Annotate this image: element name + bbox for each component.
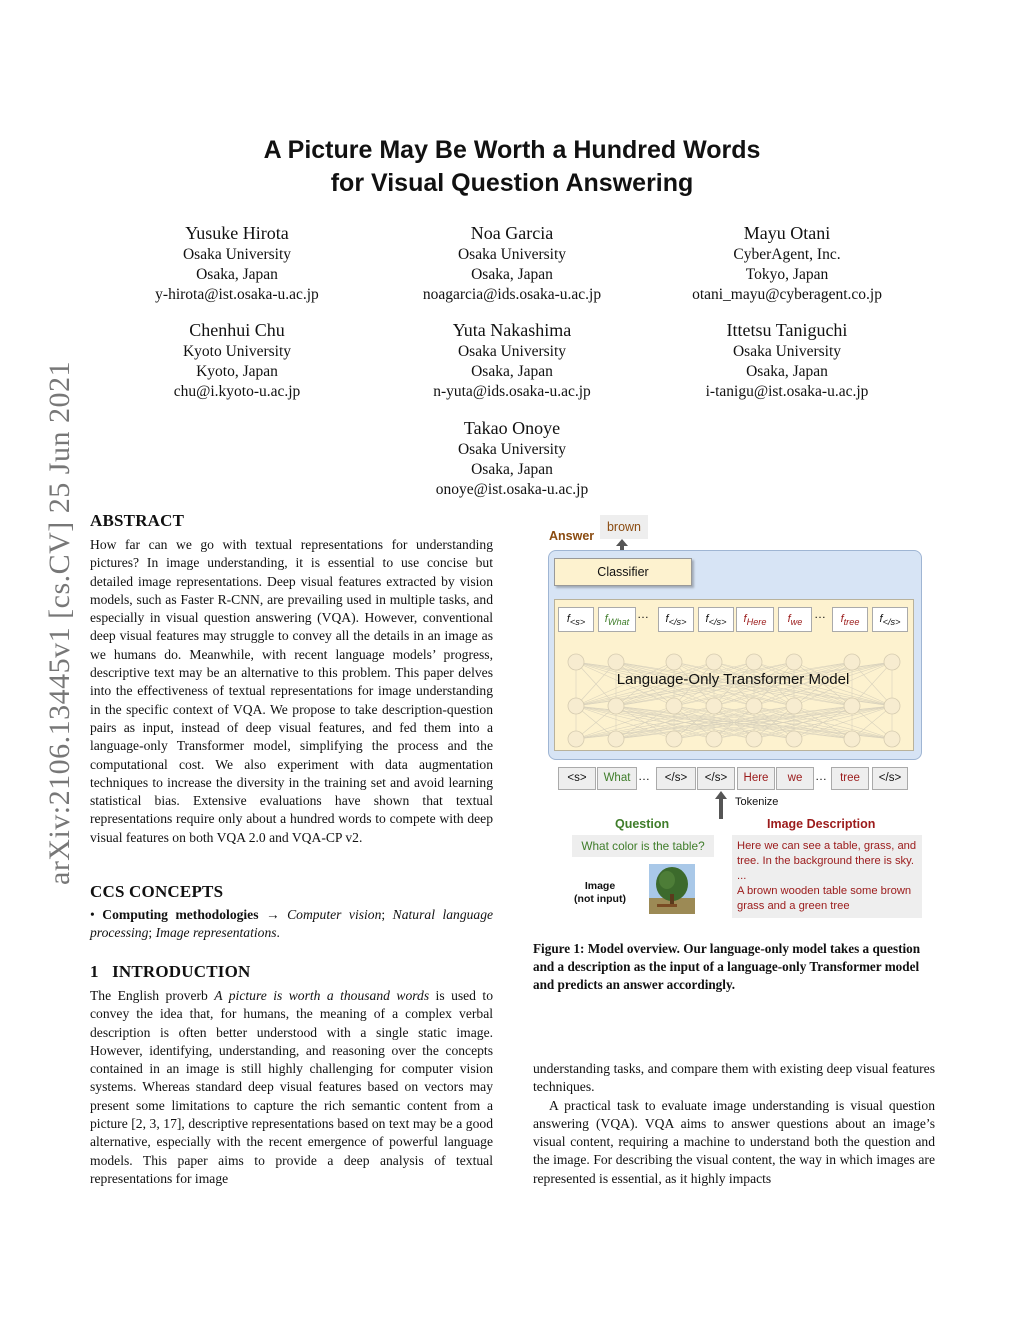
intro-text: is used to convey the idea that, for humans, the meaning of a complex verbal description is often better understood with a single static image. However, identifying, understanding, and reasoning over the concepts contained in an image is still highly challenging for computer vision systems. Whereas standard deep visual features based on vectors may present some limitations to capture the rich semantic content from a picture [2, 3, 17], descriptive representations based on text may be a good alternative, especially with the recent emergence of powerful language models. This paper aims to provide a deep analysis of textual representations for image bbox=[90, 988, 493, 1186]
author-block bbox=[647, 221, 927, 305]
ellipsis: … bbox=[815, 769, 827, 783]
author-affiliation: Osaka University bbox=[457, 441, 567, 458]
transformer-label: Language-Only Transformer Model bbox=[616, 671, 850, 688]
tree-image bbox=[649, 864, 695, 914]
token-box: we bbox=[776, 767, 814, 790]
ccs-heading: CCS CONCEPTS bbox=[90, 882, 224, 901]
description-line: A brown wooden table some brown grass and a green tree bbox=[737, 885, 912, 912]
description-line: Here we can see a table, grass, and tree. In the background there is sky. ... bbox=[737, 840, 917, 882]
description-text bbox=[732, 835, 922, 918]
tokenize-label: Tokenize bbox=[735, 796, 779, 808]
author-location: Osaka, Japan bbox=[471, 266, 553, 283]
author-email: noagarcia@ids.osaka-u.ac.jp bbox=[422, 286, 602, 303]
author-email: n-yuta@ids.osaka-u.ac.jp bbox=[433, 383, 591, 400]
ccs-concept: Computer vision bbox=[287, 907, 382, 922]
author-block bbox=[647, 318, 927, 402]
intro-text: The English proverb bbox=[90, 988, 215, 1003]
token-box: </s> bbox=[872, 767, 908, 790]
token-box: Here bbox=[737, 767, 775, 790]
author-email: i-tanigu@ist.osaka-u.ac.jp bbox=[705, 383, 869, 400]
feature-box: $f_{What}$ bbox=[598, 607, 636, 632]
ccs-end: . bbox=[276, 925, 280, 941]
token-box: </s> bbox=[656, 767, 696, 790]
question-text: What color is the table? bbox=[572, 835, 714, 857]
author-name: Yuta Nakashima bbox=[452, 320, 572, 340]
intro-heading bbox=[90, 962, 250, 982]
feature-box: $f_{Here}$ bbox=[736, 607, 774, 632]
section-number: 1 bbox=[90, 962, 99, 981]
answer-value: brown bbox=[600, 515, 648, 539]
section-title: INTRODUCTION bbox=[112, 962, 251, 981]
intro-proverb: A picture is worth a thousand words bbox=[214, 988, 430, 1003]
author-name: Ittetsu Taniguchi bbox=[726, 320, 848, 340]
ccs-bullet: • bbox=[90, 907, 95, 922]
author-email: otani_mayu@cyberagent.co.jp bbox=[692, 286, 882, 303]
question-label: Question bbox=[615, 817, 670, 831]
ellipsis: … bbox=[638, 769, 650, 783]
feature-box: $f_{</s>}$ bbox=[658, 607, 694, 632]
author-block bbox=[372, 318, 652, 402]
token-box: tree bbox=[831, 767, 869, 790]
ccs-arrow: → bbox=[266, 907, 280, 922]
image-label bbox=[565, 880, 635, 906]
author-location: Osaka, Japan bbox=[471, 363, 553, 380]
author-location: Osaka, Japan bbox=[471, 461, 553, 478]
abstract-heading: ABSTRACT bbox=[90, 511, 185, 530]
figure-1 bbox=[545, 515, 935, 920]
feature-box: $f_{</s>}$ bbox=[698, 607, 734, 632]
ccs-separator: ; bbox=[381, 907, 386, 922]
ellipsis: … bbox=[814, 607, 826, 621]
token-box: </s> bbox=[697, 767, 735, 790]
author-location: Osaka, Japan bbox=[746, 363, 828, 380]
title-line-2: for Visual Question Answering bbox=[330, 169, 694, 197]
token-box: What bbox=[597, 767, 637, 790]
tokenize-arrow bbox=[714, 791, 728, 819]
author-affiliation: CyberAgent, Inc. bbox=[733, 246, 841, 263]
author-block bbox=[372, 221, 652, 305]
intro-right-text bbox=[533, 1060, 935, 1188]
author-affiliation: Osaka University bbox=[457, 246, 567, 263]
author-email: chu@i.kyoto-u.ac.jp bbox=[173, 383, 301, 400]
ccs-text bbox=[90, 906, 493, 943]
image-label-sub: (not input) bbox=[574, 893, 626, 905]
author-block bbox=[372, 416, 652, 500]
author-affiliation: Kyoto University bbox=[182, 343, 292, 360]
token-box: <s> bbox=[558, 767, 596, 790]
author-name: Takao Onoye bbox=[463, 418, 561, 438]
author-affiliation: Osaka University bbox=[732, 343, 842, 360]
description-label: Image Description bbox=[767, 817, 876, 831]
author-email: y-hirota@ist.osaka-u.ac.jp bbox=[155, 286, 319, 303]
intro-left-text bbox=[90, 987, 493, 1188]
ccs-separator: ; bbox=[148, 925, 153, 941]
feature-box: $f_{we}$ bbox=[778, 607, 812, 632]
feature-box: $f_{tree}$ bbox=[832, 607, 868, 632]
image-label-title: Image bbox=[584, 880, 616, 892]
caption-text: Our language-only model takes a question and a description as the input of a language-only Transformer model and predicts an answer accordingly. bbox=[533, 941, 921, 992]
author-affiliation: Osaka University bbox=[182, 246, 292, 263]
author-name: Chenhui Chu bbox=[189, 320, 285, 340]
arxiv-identifier: arXiv:2106.13445v1 [cs.CV] 25 Jun 2021 bbox=[43, 361, 76, 885]
caption-prefix: Figure 1: Model overview. bbox=[533, 941, 680, 956]
author-location: Osaka, Japan bbox=[196, 266, 278, 283]
ccs-concept: Natural language processing bbox=[90, 907, 494, 941]
intro-right-paragraph: understanding tasks, and compare them with existing deep visual features techniques. bbox=[533, 1061, 935, 1095]
author-name: Noa Garcia bbox=[470, 223, 554, 243]
author-location: Tokyo, Japan bbox=[745, 266, 829, 283]
title-line-1: A Picture May Be Worth a Hundred Words bbox=[263, 136, 761, 164]
feature-box: $f_{</s>}$ bbox=[872, 607, 908, 632]
ccs-strong: Computing methodologies bbox=[102, 907, 259, 922]
abstract-paragraph: How far can we go with textual representations for understanding pictures? In image understanding, it is essential to use concise but detailed image representations. Deep visual features extracted by vision models, such as Faster R-CNN, are prevailing used in multiple tasks, and especially in visual question answering (VQA). However, conventional deep visual features may struggle to convey all the details in an image as we humans do. Meanwhile, with recent language models’ progress, descriptive text may be an alternative to this problem. This paper delves into the effectiveness of textual representations for image understanding in the specific context of VQA. We propose to take description-question pairs as input, instead of deep visual features, and fed them into a language-only Transformer model, simplifying the process and the computational cost. We also experiment with data augmentation techniques to increase the diversity in the training set and avoid learning statistical bias. Extensive evaluations have shown that textual representations require only about a hundred words to compete with deep visual features on both VQA 2.0 and VQA-CP v2. bbox=[90, 537, 493, 845]
feature-box: $f_{<s>}$ bbox=[558, 607, 594, 632]
intro-right-paragraph: A practical task to evaluate image understanding is visual question answering (VQA). VQA aims to answer questions about an image’s visual content, requiring a machine to understand both the question and the image. For describing the visual content, the way in which images are represented is essential, as it highly impacts bbox=[533, 1097, 935, 1186]
ccs-concept: Image representations bbox=[155, 925, 277, 941]
author-email: onoye@ist.osaka-u.ac.jp bbox=[435, 481, 589, 498]
paper-title bbox=[150, 134, 874, 200]
author-block bbox=[97, 318, 377, 402]
author-location: Kyoto, Japan bbox=[196, 363, 278, 380]
abstract-text bbox=[90, 536, 493, 847]
ellipsis: … bbox=[637, 607, 649, 621]
author-name: Mayu Otani bbox=[743, 223, 831, 243]
author-name: Yusuke Hirota bbox=[185, 223, 289, 243]
classifier-box: Classifier bbox=[554, 558, 692, 586]
figure-caption bbox=[533, 940, 935, 994]
answer-label: Answer bbox=[549, 529, 595, 543]
author-block bbox=[97, 221, 377, 305]
author-affiliation: Osaka University bbox=[457, 343, 567, 360]
